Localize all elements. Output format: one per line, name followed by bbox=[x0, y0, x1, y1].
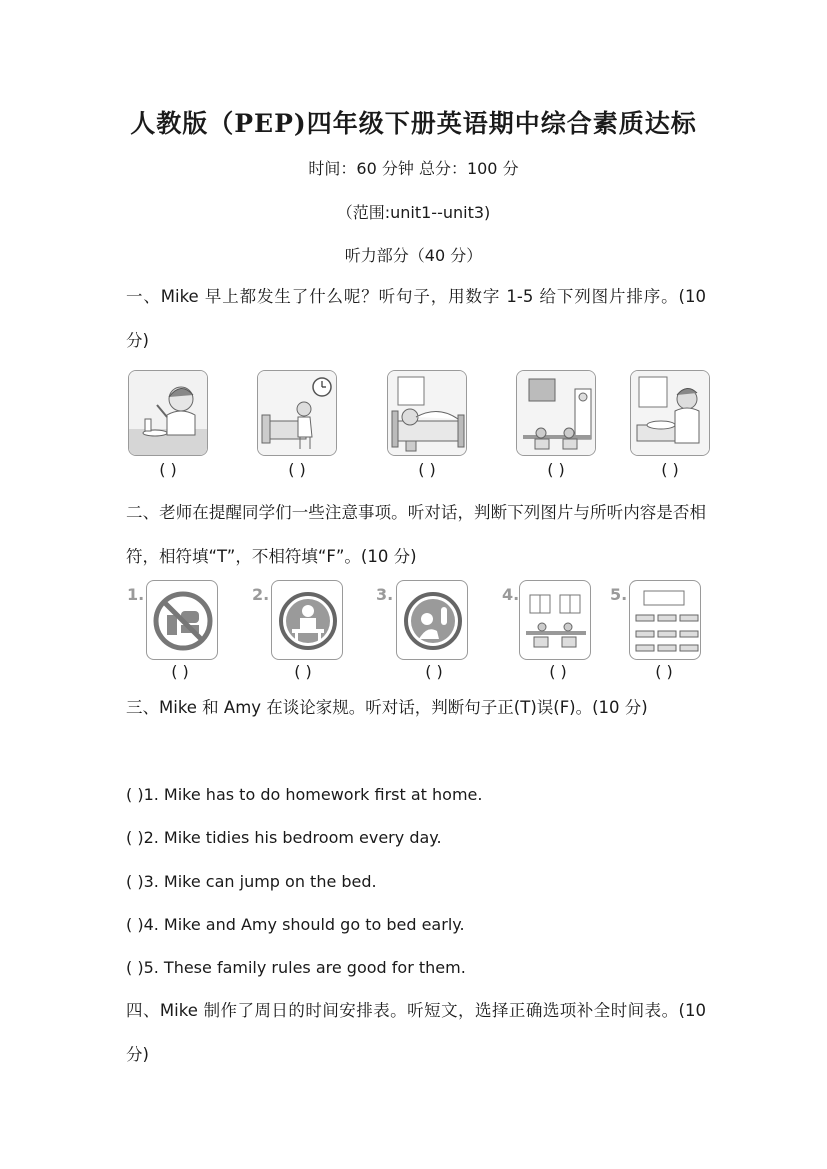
part2-answer-blank-1[interactable]: ( ) bbox=[171, 662, 189, 681]
raise-hand-sign-icon bbox=[396, 580, 468, 660]
part3-question-5: ( )5. These family rules are good for them. bbox=[126, 958, 466, 977]
picture-bedroom-clock bbox=[257, 370, 337, 456]
part2-number-3: 3. bbox=[376, 585, 394, 604]
part3-question-4: ( )4. Mike and Amy should go to bed early. bbox=[126, 915, 465, 934]
part1-answer-blank-2[interactable]: ( ) bbox=[288, 460, 306, 479]
picture-boy-washing bbox=[630, 370, 710, 456]
picture-boy-eating bbox=[128, 370, 208, 456]
part2-number-5: 5. bbox=[610, 585, 628, 604]
part1-answer-blank-4[interactable]: ( ) bbox=[547, 460, 565, 479]
classroom-windows-picture bbox=[519, 580, 591, 660]
time-info: 时间：60 分钟 总分：100 分 bbox=[308, 159, 519, 178]
part1-answer-blank-3[interactable]: ( ) bbox=[418, 460, 436, 479]
picture-classroom-door bbox=[516, 370, 596, 456]
part1-answer-blank-1[interactable]: ( ) bbox=[159, 460, 177, 479]
part1-answer-blank-5[interactable]: ( ) bbox=[661, 460, 679, 479]
desk-student-sign-icon bbox=[271, 580, 343, 660]
part2-instructions: 二、老师在提醒同学们一些注意事项。听对话，判断下列图片与所听内容是否相符，相符填“T”，不相符填“F”。(10 分) bbox=[126, 503, 706, 566]
part3-question-3: ( )3. Mike can jump on the bed. bbox=[126, 872, 377, 891]
part2-number-2: 2. bbox=[252, 585, 270, 604]
part2-answer-blank-5[interactable]: ( ) bbox=[655, 662, 673, 681]
scope-info: （范围:unit1--unit3) bbox=[336, 203, 491, 222]
listening-section-title: 听力部分（40 分） bbox=[344, 246, 483, 265]
part2-answer-blank-3[interactable]: ( ) bbox=[425, 662, 443, 681]
picture-boy-in-bed bbox=[387, 370, 467, 456]
part3-question-2: ( )2. Mike tidies his bedroom every day. bbox=[126, 828, 442, 847]
part2-number-1: 1. bbox=[127, 585, 145, 604]
no-food-sign-icon bbox=[146, 580, 218, 660]
part1-instructions: 一、Mike 早上都发生了什么呢？听句子，用数字 1-5 给下列图片排序。(10 分) bbox=[126, 287, 706, 350]
part3-instructions: 三、Mike 和 Amy 在谈论家规。听对话，判断句子正(T)误(F)。(10 分) bbox=[126, 698, 648, 717]
part4-instructions: 四、Mike 制作了周日的时间安排表。听短文，选择正确选项补全时间表。(10 分) bbox=[126, 1001, 706, 1064]
part2-number-4: 4. bbox=[502, 585, 520, 604]
classroom-desks-picture bbox=[629, 580, 701, 660]
page-title: 人教版（PEP)四年级下册英语期中综合素质达标 bbox=[130, 109, 697, 138]
part3-question-1: ( )1. Mike has to do homework first at home. bbox=[126, 785, 483, 804]
part2-answer-blank-4[interactable]: ( ) bbox=[549, 662, 567, 681]
part2-answer-blank-2[interactable]: ( ) bbox=[294, 662, 312, 681]
